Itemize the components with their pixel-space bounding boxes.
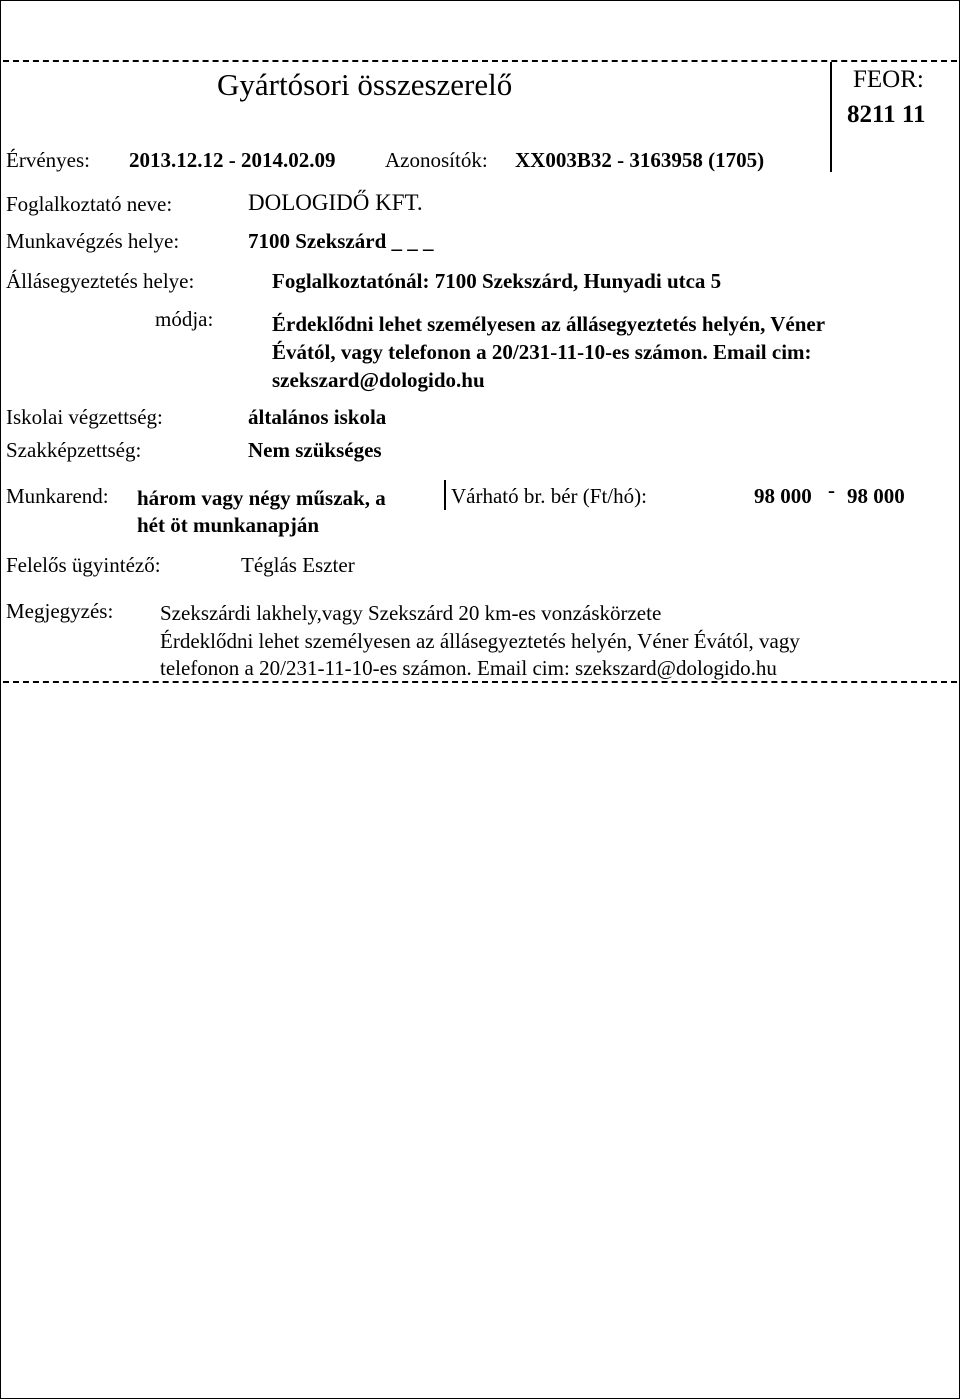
qualification-value: Nem szükséges — [248, 438, 382, 462]
interview-place-label: Állásegyeztetés helye: — [6, 269, 195, 293]
schedule-line-2: hét öt munkanapján — [137, 513, 320, 537]
interview-method-line-2: Évától, vagy telefonon a 20/231-11-10-es számon. Email cim: — [272, 340, 812, 364]
job-title: Gyártósori összeszerelő — [217, 67, 513, 102]
employer-value: DOLOGIDŐ KFT. — [248, 190, 423, 215]
interview-method-line-3: szekszard@dologido.hu — [272, 368, 485, 392]
education-value: általános iskola — [248, 405, 387, 429]
notes-line-1: Szekszárdi lakhely,vagy Szekszárd 20 km-es vonzáskörzete — [160, 601, 662, 625]
interview-place-value: Foglalkoztatónál: 7100 Szekszárd, Hunyadi utca 5 — [272, 269, 722, 293]
employer-label: Foglalkoztató neve: — [6, 192, 173, 216]
education-label: Iskolai végzettség: — [6, 405, 163, 429]
bottom-dashed-separator — [3, 681, 957, 683]
notes-line-2: Érdeklődni lehet személyesen az állásegyeztetés helyén, Véner Évától, vagy — [160, 629, 800, 653]
feor-code: 8211 11 — [847, 101, 926, 128]
workplace-value: 7100 Szekszárd _ _ _ — [248, 229, 434, 253]
feor-divider — [830, 62, 832, 172]
notes-label: Megjegyzés: — [6, 599, 114, 623]
salary-min: 98 000 — [754, 484, 812, 508]
officer-value: Téglás Eszter — [241, 553, 355, 577]
officer-label: Felelős ügyintéző: — [6, 553, 161, 577]
validity-value: 2013.12.12 - 2014.02.09 — [129, 148, 336, 172]
interview-method-label: módja: — [155, 307, 214, 331]
feor-label: FEOR: — [853, 66, 924, 93]
schedule-label: Munkarend: — [6, 484, 109, 508]
ids-label: Azonosítók: — [385, 148, 488, 172]
workplace-label: Munkavégzés helye: — [6, 229, 180, 253]
ids-value: XX003B32 - 3163958 (1705) — [515, 148, 765, 172]
interview-method-line-1: Érdeklődni lehet személyesen az állásegyeztetés helyén, Véner — [272, 312, 826, 336]
salary-label: Várható br. bér (Ft/hó): — [451, 484, 647, 508]
salary-separator: - — [828, 478, 835, 502]
schedule-salary-divider — [444, 480, 446, 510]
qualification-label: Szakképzettség: — [6, 438, 142, 462]
salary-max: 98 000 — [847, 484, 905, 508]
notes-line-3: telefonon a 20/231-11-10-es számon. Email cim: szekszard@dologido.hu — [160, 656, 777, 680]
validity-label: Érvényes: — [6, 148, 90, 172]
top-dashed-separator — [3, 60, 957, 62]
schedule-line-1: három vagy négy műszak, a — [137, 486, 386, 510]
